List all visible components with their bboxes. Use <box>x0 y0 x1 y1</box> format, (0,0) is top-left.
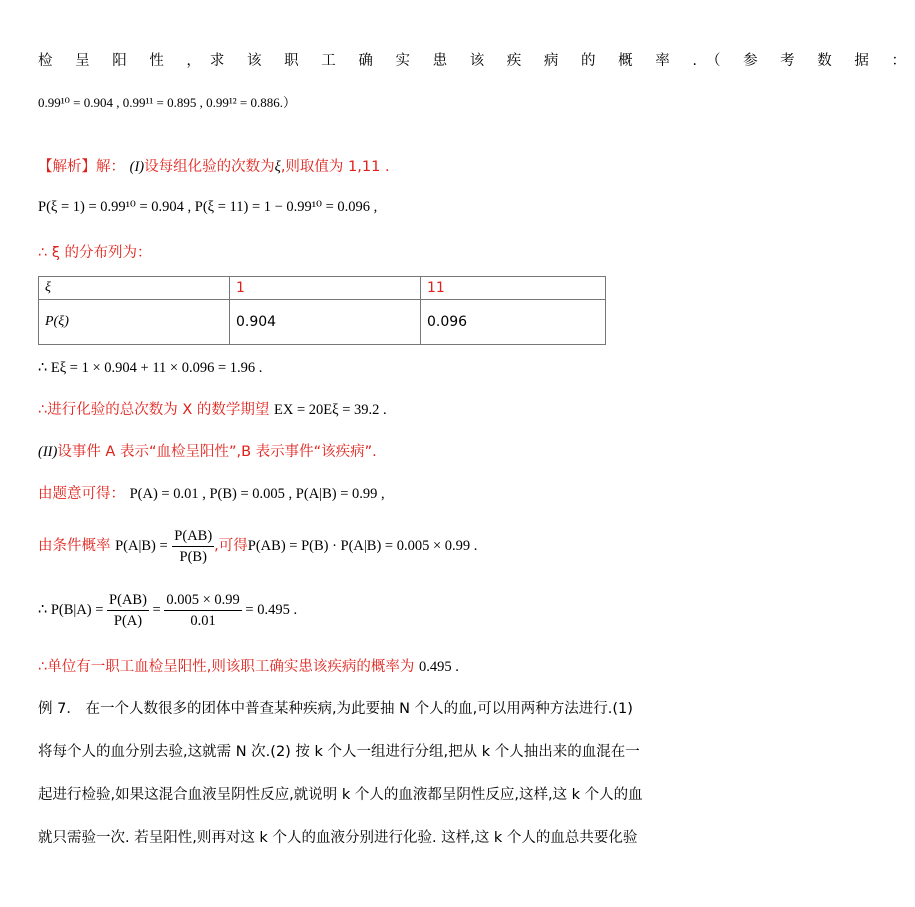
part2-line <box>38 441 377 463</box>
bayes-fraction-2 <box>164 590 241 631</box>
solution-header <box>38 156 390 178</box>
table-cell: ξ <box>39 277 230 300</box>
problem-text-line <box>38 50 915 72</box>
distribution-table <box>38 276 606 345</box>
fraction-numerator: 0.005 × 0.99 <box>164 590 241 611</box>
xi-symbol: ξ <box>274 159 281 175</box>
fraction-denominator: P(B) <box>179 548 207 565</box>
cond-lhs: P(A|B) = <box>115 538 168 554</box>
example7-line-2: 将每个人的血分别去验,这就需 N 次.(2) 按 k 个人一组进行分组,把从 k 个人抽出来的血混在一 <box>38 744 640 760</box>
bayes-line: ∴ P(B|A) = $\frac{P(AB)}{P(A)}$ = $\frac{0.005 \times 0.99}{0.01}$ = 0.495 . <box>38 592 298 630</box>
cond-rhs: P(AB) = P(B) · P(A|B) = 0.005 × 0.99 . <box>247 538 478 554</box>
bayes-lhs: ∴ P(B|A) = <box>38 602 104 618</box>
probability-line: P(ξ = 1) = 0.99¹⁰ = 0.904 , P(ξ = 11) = 1 − 0.99¹⁰ = 0.096 , <box>38 199 378 215</box>
part1-values: ,则取值为 1,11 . <box>280 159 390 175</box>
part2-mark: (II) <box>38 444 58 460</box>
example7-line-1: 例 7． 在一个人数很多的团体中普查某种疾病,为此要抽 N 个人的血,可以用两种方法进行.(1) <box>38 701 633 717</box>
given-math: P(A) = 0.01 , P(B) = 0.005 , P(A|B) = 0.99 , <box>129 486 385 502</box>
table-cell: P(ξ) <box>39 300 230 345</box>
table-header-row <box>39 277 606 300</box>
solution-label: 解： <box>96 159 125 175</box>
total-math: EX = 20Eξ = 39.2 . <box>274 402 387 418</box>
table-cell: 11 <box>421 277 606 300</box>
reference-data: 0.99¹⁰ = 0.904 , 0.99¹¹ = 0.895 , 0.99¹² = 0.886.） <box>38 95 296 110</box>
part2-text: 设事件 A 表示“血检呈阳性”,B 表示事件“该疾病”. <box>57 444 377 460</box>
fraction-numerator: P(AB) <box>107 590 149 611</box>
table-row <box>39 300 606 345</box>
problem-question: 检 呈 阳 性 ，求 该 职 工 确 实 患 该 疾 病 的 概 率 .（ 参 考 数 据 ： <box>38 53 915 69</box>
fraction-numerator: P(AB) <box>172 526 214 547</box>
table-cell: 0.904 <box>230 300 421 345</box>
cond-fraction <box>172 526 214 567</box>
given-line <box>38 483 385 505</box>
example7-line-4: 就只需验一次. 若呈阳性,则再对这 k 个人的血液分别进行化验. 这样,这 k 个人的血总共要化验 <box>38 830 638 846</box>
solution-tag: 【解析】 <box>38 159 96 175</box>
cond-mid: ,可得 <box>214 538 248 554</box>
conditional-line <box>38 524 477 568</box>
given-text: 由题意可得： <box>38 486 125 502</box>
total-expectation-line <box>38 399 387 421</box>
bayes-result: = 0.495 . <box>245 602 298 618</box>
table-cell: 0.096 <box>421 300 606 345</box>
part1-mark: (I) <box>129 159 145 175</box>
bayes-fraction-1 <box>107 590 149 631</box>
part1-text: 设每组化验的次数为 <box>144 159 275 175</box>
total-text: ∴进行化验的总次数为 X 的数学期望 <box>38 402 270 418</box>
distribution-title: ∴ ξ 的分布列为： <box>38 245 152 261</box>
example7-line-3: 起进行检验,如果这混合血液呈阴性反应,就说明 k 个人的血液都呈阴性反应,这样,这 k 个人的血 <box>38 787 643 803</box>
conclusion-math: 0.495 . <box>418 659 459 675</box>
cond-text: 由条件概率 <box>38 538 111 554</box>
table-cell: 1 <box>230 277 421 300</box>
fraction-denominator: 0.01 <box>190 613 216 630</box>
conclusion-text: ∴单位有一职工血检呈阳性,则该职工确实患该疾病的概率为 <box>38 659 415 675</box>
fraction-denominator: P(A) <box>113 613 143 630</box>
conclusion-line <box>38 656 459 678</box>
expectation-line: ∴ Eξ = 1 × 0.904 + 11 × 0.096 = 1.96 . <box>38 360 263 376</box>
